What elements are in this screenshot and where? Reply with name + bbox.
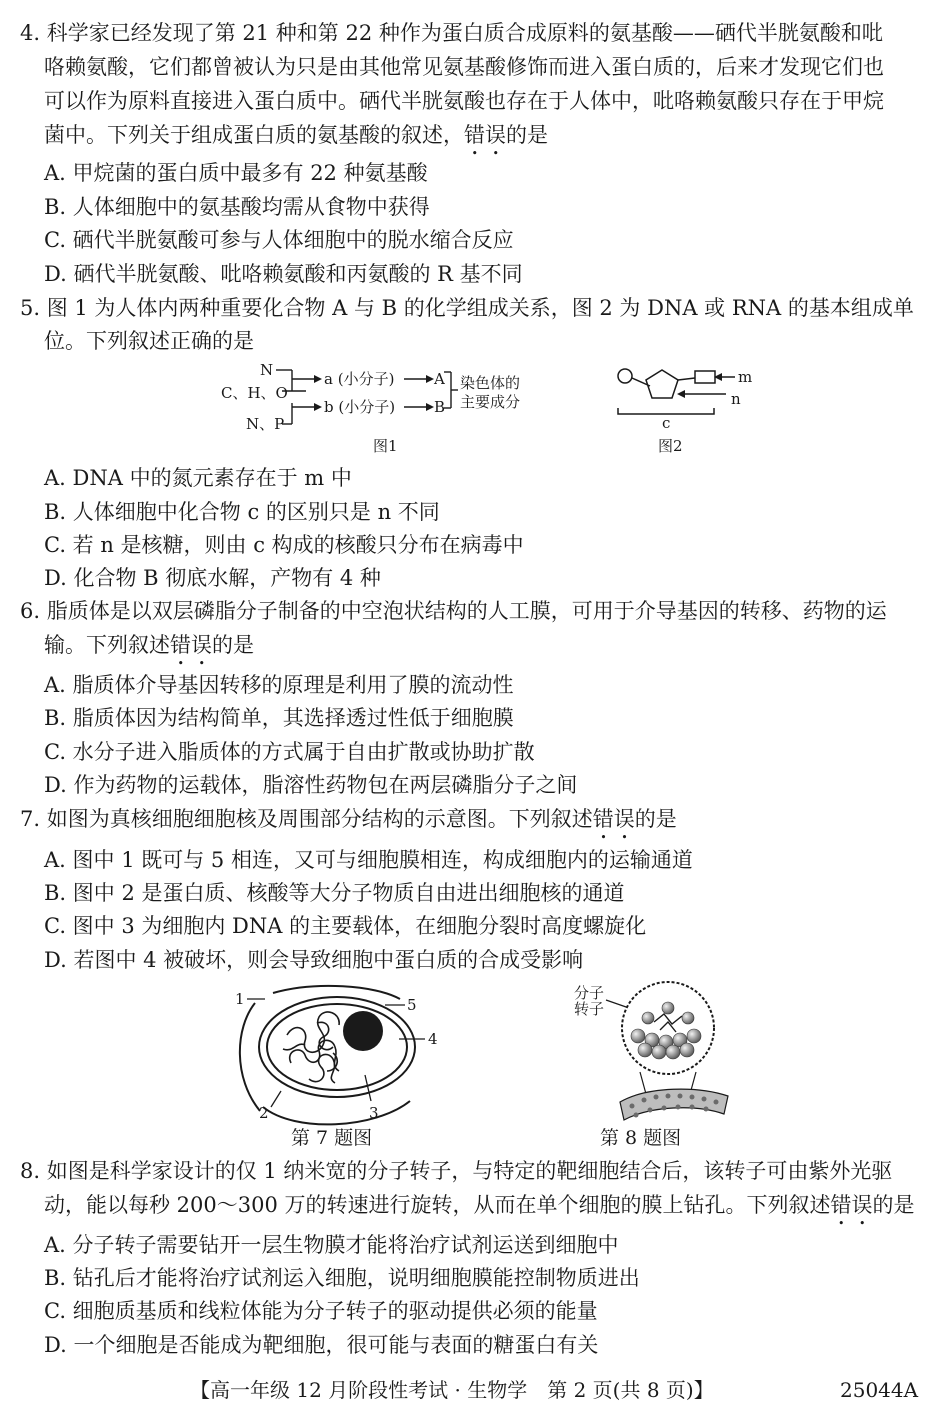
q4-stem-text: 菌中。下列关于组成蛋白质的氨基酸的叙述， — [44, 123, 464, 147]
figure-1 — [210, 358, 550, 458]
q6-stem-text: 输。下列叙述 — [44, 633, 170, 657]
figure-2 — [610, 358, 780, 458]
q7-option-d: D. 若图中 4 被破坏，则会导致细胞中蛋白质的合成受影响 — [44, 948, 584, 972]
q8-stem-line-1: 8. 如图是科学家设计的仅 1 纳米宽的分子转子，与特定的靶细胞结合后，该转子可由紫外光驱 — [20, 1159, 893, 1183]
q4-option-c: C. 硒代半胱氨酸可参与人体细胞中的脱水缩合反应 — [44, 228, 514, 252]
q8-option-a: A. 分子转子需要钻开一层生物膜才能将治疗试剂运送到细胞中 — [44, 1233, 619, 1257]
q6-stem-line-2 — [44, 630, 254, 670]
q6-stem-tail: 的是 — [212, 633, 254, 657]
q5-option-d: D. 化合物 B 彻底水解，产物有 4 种 — [44, 566, 381, 590]
q4-option-d: D. 硒代半胱氨酸、吡咯赖氨酸和丙氨酸的 R 基不同 — [44, 262, 523, 286]
figure-q7-nucleus — [225, 983, 455, 1153]
fig1-np-label: N、P — [246, 415, 285, 433]
fig8-rotor-label-1: 分子 — [574, 984, 605, 1002]
page-code: 25044A — [840, 1378, 919, 1402]
fig1-chromosome-label-1: 染色体的 — [460, 374, 521, 392]
q6-stem-line-1: 6. 脂质体是以双层磷脂分子制备的中空泡状结构的人工膜，可用于介导基因的转移、药物的运 — [20, 599, 887, 623]
q7-emphasis: 错误 — [592, 807, 635, 831]
q4-stem-line-3: 可以作为原料直接进入蛋白质中。硒代半胱氨酸也存在于人体中，吡咯赖氨酸只存在于甲烷 — [44, 89, 884, 113]
q4-stem-line-1: 4. 科学家已经发现了第 21 种和第 22 种作为蛋白质合成原料的氨基酸——硒代半胱氨酸和吡 — [20, 21, 883, 45]
q8-emphasis: 错误 — [830, 1193, 873, 1217]
q6-option-b: B. 脂质体因为结构简单，其选择透过性低于细胞膜 — [44, 706, 514, 730]
fig1-caption: 图1 — [373, 437, 398, 455]
q6-option-a: A. 脂质体介导基因转移的原理是利用了膜的流动性 — [44, 673, 514, 697]
q7-stem — [20, 804, 677, 844]
fig1-a-label: a (小分子) — [324, 370, 395, 388]
fig8-caption: 第 8 题图 — [600, 1127, 682, 1149]
fig1-n-label: N — [260, 361, 274, 379]
fig1-chromosome-label-2: 主要成分 — [460, 393, 521, 411]
fig7-caption: 第 7 题图 — [291, 1127, 373, 1149]
q4-stem-line-2: 咯赖氨酸，它们都曾被认为只是由其他常见氨基酸修饰而进入蛋白质的，后来才发现它们也 — [44, 55, 884, 79]
fig7-label-5: 5 — [407, 996, 417, 1014]
q8-stem-tail: 的是 — [872, 1193, 915, 1217]
figure-q8-rotor — [568, 978, 768, 1153]
fig1-b-label: b (小分子) — [324, 398, 396, 416]
q4-stem-line-4 — [44, 120, 548, 160]
q6-option-c: C. 水分子进入脂质体的方式属于自由扩散或协助扩散 — [44, 740, 535, 764]
fig7-label-2: 2 — [259, 1104, 269, 1122]
q7-option-c: C. 图中 3 为细胞内 DNA 的主要载体，在细胞分裂时高度螺旋化 — [44, 914, 647, 938]
q8-option-c: C. 细胞质基质和线粒体能为分子转子的驱动提供必须的能量 — [44, 1299, 598, 1323]
fig1-cho-label: C、H、O — [221, 384, 288, 402]
fig7-label-4: 4 — [428, 1030, 438, 1048]
page-footer: 【高一年级 12 月阶段性考试 · 生物学 第 2 页(共 8 页)】 — [190, 1378, 714, 1402]
q5-stem-line-2: 位。下列叙述正确的是 — [44, 329, 254, 353]
q5-option-a: A. DNA 中的氮元素存在于 m 中 — [44, 466, 352, 490]
fig1-A-label: A — [434, 370, 445, 388]
fig2-n-label: n — [731, 390, 741, 408]
q8-stem-line-2 — [44, 1190, 915, 1230]
q5-option-b: B. 人体细胞中化合物 c 的区别只是 n 不同 — [44, 500, 440, 524]
fig2-c-label: c — [662, 414, 671, 432]
q8-option-b: B. 钻孔后才能将治疗试剂运入细胞，说明细胞膜能控制物质进出 — [44, 1266, 640, 1290]
q4-option-b: B. 人体细胞中的氨基酸均需从食物中获得 — [44, 195, 430, 219]
q4-stem-tail: 的是 — [506, 123, 548, 147]
q6-option-d: D. 作为药物的运载体，脂溶性药物包在两层磷脂分子之间 — [44, 773, 578, 797]
q7-option-a: A. 图中 1 既可与 5 相连，又可与细胞膜相连，构成细胞内的运输通道 — [44, 848, 693, 872]
q8-stem-text: 动，能以每秒 200～300 万的转速进行旋转，从而在单个细胞的膜上钻孔。下列叙述 — [44, 1193, 831, 1217]
q7-option-b: B. 图中 2 是蛋白质、核酸等大分子物质自由进出细胞核的通道 — [44, 881, 625, 905]
q5-option-c: C. 若 n 是核糖，则由 c 构成的核酸只分布在病毒中 — [44, 533, 524, 557]
fig1-B-label: B — [434, 398, 446, 416]
q7-stem-text: 7. 如图为真核细胞细胞核及周围部分结构的示意图。下列叙述 — [20, 807, 593, 831]
fig2-m-label: m — [738, 368, 753, 386]
fig8-rotor-label-2: 转子 — [574, 1000, 605, 1018]
q5-stem-line-1: 5. 图 1 为人体内两种重要化合物 A 与 B 的化学组成关系，图 2 为 DNA 或 RNA 的基本组成单 — [20, 296, 914, 320]
q8-option-d: D. 一个细胞是否能成为靶细胞，很可能与表面的糖蛋白有关 — [44, 1333, 599, 1357]
fig2-caption: 图2 — [658, 437, 683, 455]
fig7-label-1: 1 — [235, 990, 245, 1008]
q4-option-a: A. 甲烷菌的蛋白质中最多有 22 种氨基酸 — [44, 161, 428, 185]
q4-emphasis: 错误 — [464, 123, 506, 147]
fig7-label-3: 3 — [369, 1104, 379, 1122]
q6-emphasis: 错误 — [170, 633, 212, 657]
q7-stem-tail: 的是 — [634, 807, 677, 831]
